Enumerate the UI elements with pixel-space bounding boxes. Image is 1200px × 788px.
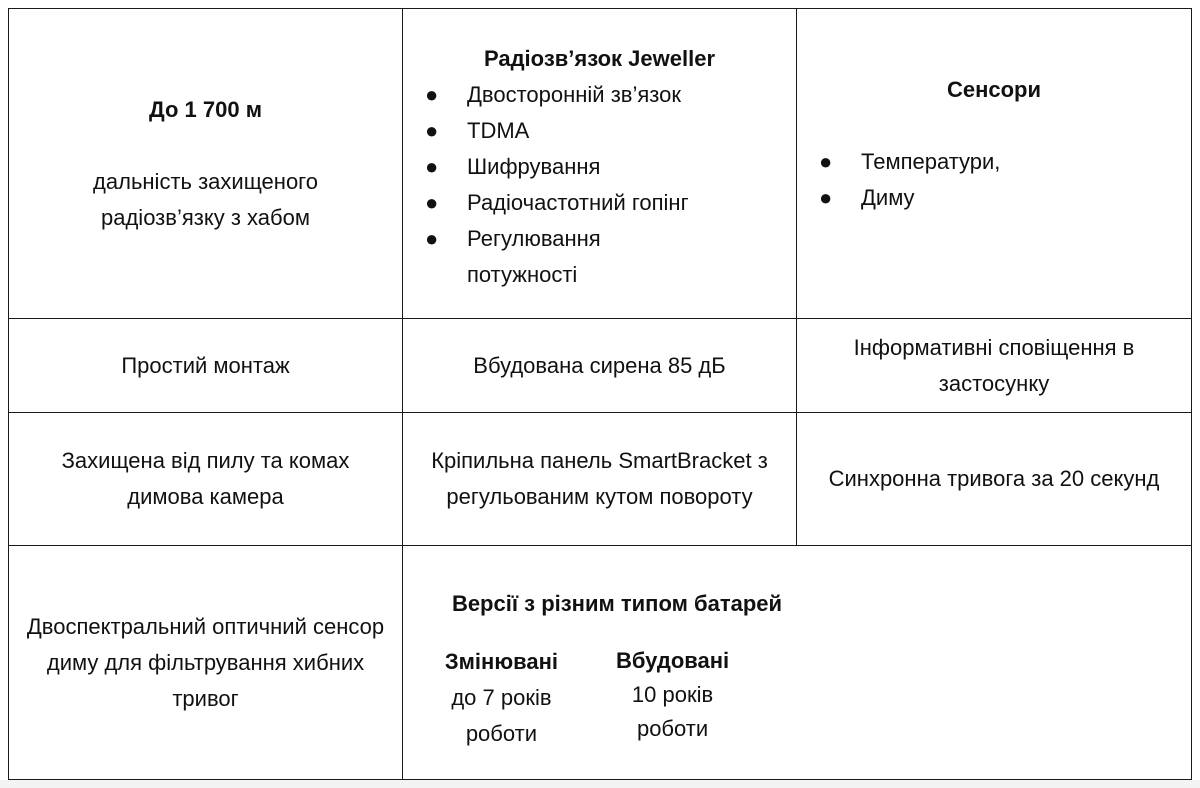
bullet-icon: ●: [425, 117, 439, 143]
battery-option-life: 10 років: [631, 681, 714, 707]
spec-table: [8, 8, 1192, 780]
table-row: [9, 413, 1192, 546]
bullet-icon: ●: [425, 189, 439, 215]
sensors-cell: [797, 9, 1192, 319]
battery-options: [417, 644, 1177, 752]
sensors-title: Сенсори: [946, 76, 1042, 102]
list-item: ● TDMA: [417, 113, 727, 149]
table-row: [9, 546, 1192, 780]
battery-title: Версії з різним типом батарей: [451, 590, 783, 616]
siren-cell: Вбудована сирена 85 дБ: [403, 319, 797, 413]
radio-feature-list: [417, 77, 727, 293]
list-item: ● Диму: [811, 180, 1031, 216]
battery-option-life-unit: роботи: [465, 720, 538, 746]
list-item: ● Шифрування: [417, 149, 727, 185]
page-bottom-strip: [0, 780, 1200, 788]
battery-option-builtin: [616, 644, 729, 752]
table-row: [9, 9, 1192, 319]
notifications-cell: Інформативні сповіщення в застосунку: [797, 319, 1192, 413]
list-item: ● Температури,: [811, 144, 1031, 180]
bullet-icon: ●: [819, 148, 833, 174]
radio-title: Радіозв’язок Jeweller: [483, 45, 716, 71]
table-row: [9, 319, 1192, 413]
battery-option-life-unit: роботи: [636, 715, 709, 741]
sensor-list: [811, 144, 1031, 216]
list-item: ● Двосторонній зв’язок: [417, 77, 727, 113]
bullet-icon: ●: [425, 81, 439, 107]
bracket-cell: Кріпильна панель SmartBracket з регульованим кутом повороту: [403, 413, 797, 546]
optical-sensor-cell: Двоспектральний оптичний сенсор диму для фільтрування хибних тривог: [9, 546, 403, 780]
sync-alarm-cell: Синхронна тривога за 20 секунд: [797, 413, 1192, 546]
battery-option-life: до 7 років: [451, 684, 552, 710]
range-title: До 1 700 м: [149, 96, 262, 122]
range-cell: [9, 9, 403, 319]
battery-option-name: Змінювані: [444, 648, 558, 674]
mounting-cell: Простий монтаж: [9, 319, 403, 413]
radio-cell: [403, 9, 797, 319]
battery-versions-cell: [403, 546, 1192, 780]
range-description: дальність захищеного радіозв’язку з хабом: [93, 168, 318, 230]
battery-option-replaceable: [445, 644, 558, 752]
bullet-icon: ●: [425, 153, 439, 179]
battery-option-name: Вбудовані: [615, 647, 730, 673]
list-item: ● Радіочастотний гопінг: [417, 185, 727, 221]
chamber-cell: Захищена від пилу та комах димова камера: [9, 413, 403, 546]
bullet-icon: ●: [819, 184, 833, 210]
list-item: ● Регулювання потужності: [417, 221, 727, 293]
bullet-icon: ●: [425, 225, 439, 251]
